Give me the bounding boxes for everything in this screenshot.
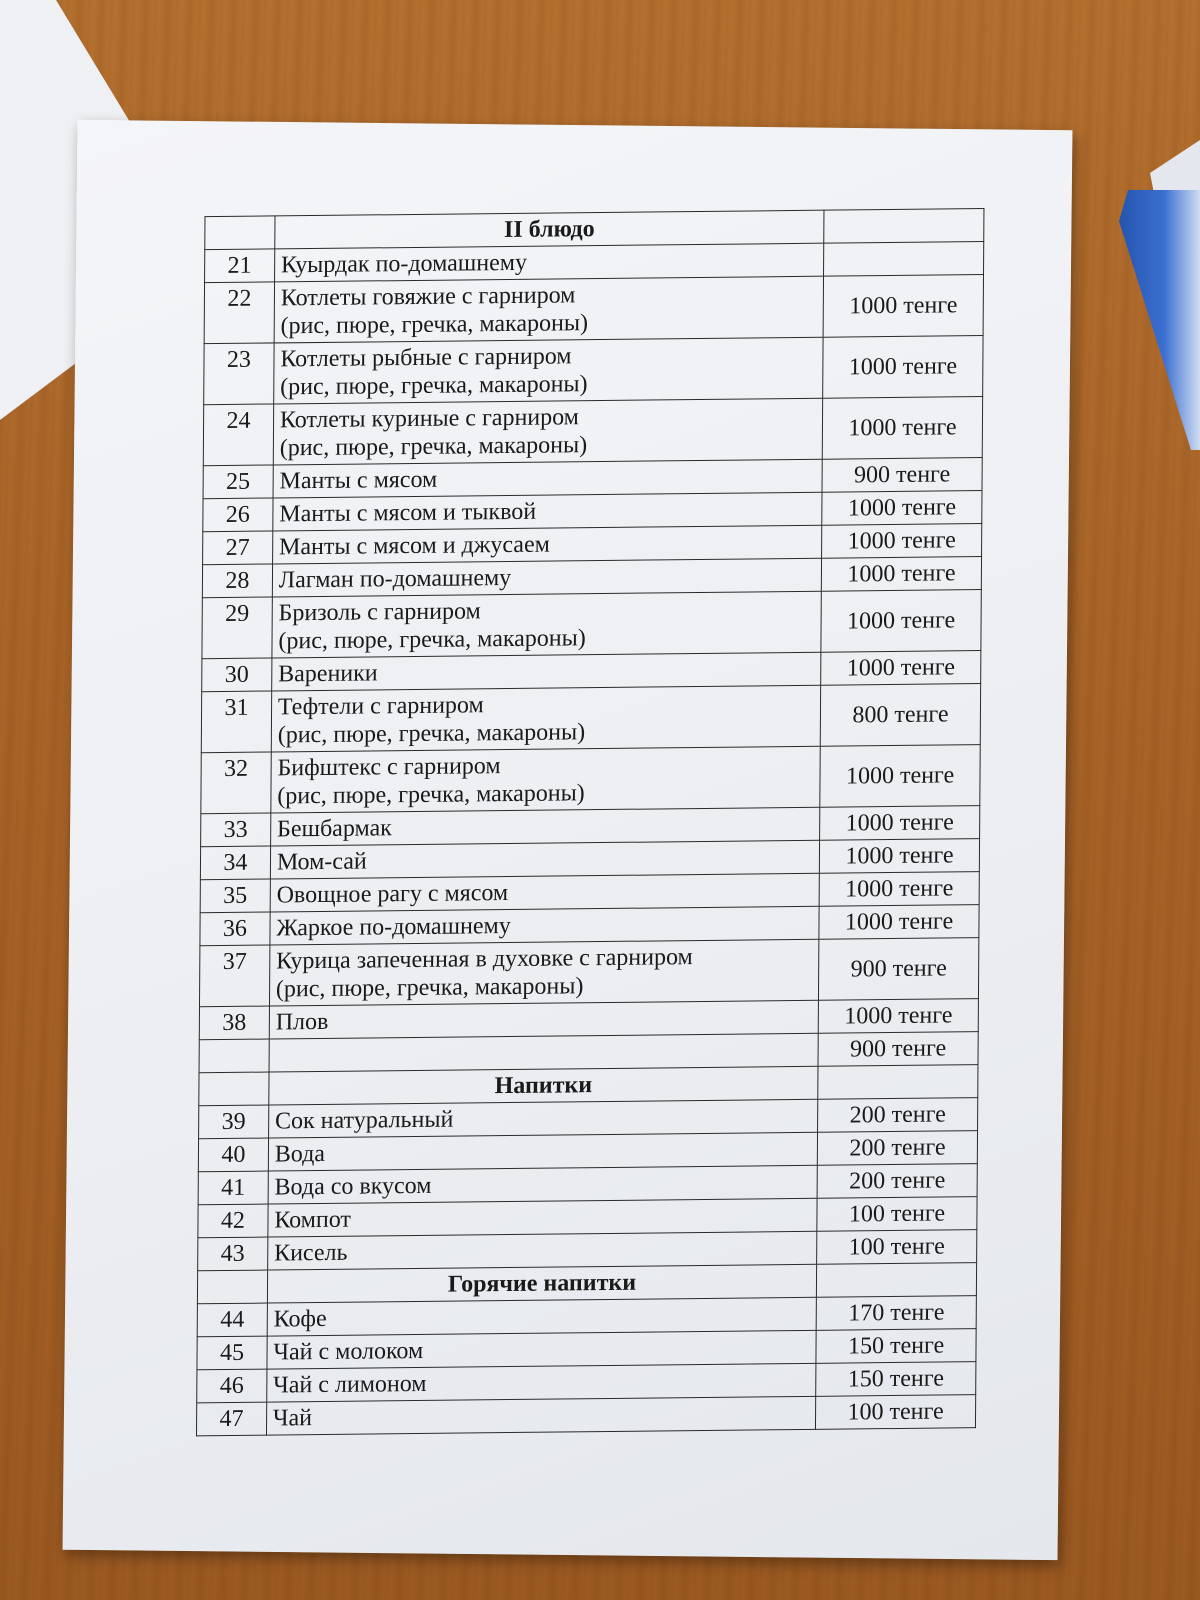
table-row	[204, 336, 983, 405]
menu-table	[196, 208, 984, 1436]
item-price: 1000 тенге	[822, 524, 982, 559]
item-name	[266, 1396, 815, 1435]
item-name-text: Котлеты рыбные с гарниром	[280, 343, 572, 373]
item-name-text: Жаркое по-домашнему	[276, 912, 511, 942]
item-name-text: Кофе	[273, 1305, 327, 1333]
menu-sheet	[63, 120, 1073, 1560]
item-price: 1000 тенге	[823, 275, 983, 338]
item-price: 170 тенге	[816, 1296, 976, 1331]
item-price: 1000 тенге	[821, 590, 981, 653]
item-name-text: Куырдак по-домашнему	[280, 249, 528, 279]
item-side-dishes: (рис, пюре, гречка, макароны)	[277, 719, 586, 749]
table-row	[204, 275, 983, 344]
item-number: 29	[202, 597, 272, 659]
item-number: 30	[202, 658, 272, 692]
table-row	[196, 1395, 975, 1436]
item-price: 1000 тенге	[822, 491, 982, 526]
item-number: 46	[197, 1369, 267, 1403]
section-price-cell	[818, 1065, 978, 1100]
section-title-hot_drinks: Горячие напитки	[267, 1264, 816, 1303]
item-price: 1000 тенге	[822, 397, 982, 460]
item-price: 200 тенге	[818, 1098, 978, 1133]
item-price: 900 тенге	[819, 938, 979, 1001]
section-title-main: II блюдо	[275, 210, 824, 249]
item-price: 1000 тенге	[820, 806, 980, 841]
item-name-text: Лагман по-домашнему	[278, 564, 512, 594]
item-number: 38	[199, 1006, 269, 1040]
item-number: 28	[202, 564, 272, 598]
item-name-text: Чай с молоком	[273, 1337, 424, 1366]
item-name-text: Компот	[274, 1206, 352, 1234]
item-price: 1000 тенге	[823, 336, 983, 399]
item-name-text: Вареники	[278, 660, 378, 688]
item-number: 24	[203, 404, 273, 466]
item-name-text: Вода со вкусом	[274, 1172, 432, 1201]
item-name-text: Сок натуральный	[274, 1106, 454, 1135]
item-price: 1000 тенге	[820, 745, 980, 808]
item-side-dishes: (рис, пюре, гречка, макароны)	[278, 625, 586, 655]
item-price: 200 тенге	[817, 1164, 977, 1199]
item-price: 100 тенге	[816, 1395, 976, 1430]
section-num-cell	[197, 1270, 267, 1304]
item-price: 100 тенге	[817, 1230, 977, 1265]
item-name-text: Тефтели с гарниром	[277, 692, 484, 721]
item-price: 1000 тенге	[818, 999, 978, 1034]
item-price	[824, 242, 984, 277]
item-price: 800 тенге	[820, 684, 980, 747]
item-price: 1000 тенге	[819, 872, 979, 907]
item-price: 150 тенге	[816, 1329, 976, 1364]
item-number: 39	[199, 1105, 269, 1139]
item-number: 44	[197, 1303, 267, 1337]
item-name	[274, 276, 824, 343]
item-name	[271, 746, 821, 813]
item-number: 37	[199, 945, 269, 1007]
item-name-text: Овощное рагу с мясом	[276, 880, 509, 909]
item-name-text: Плов	[275, 1008, 329, 1036]
item-number: 33	[201, 813, 271, 847]
item-name-text: Чай	[272, 1405, 313, 1432]
item-number: 23	[204, 343, 274, 405]
item-name-text: Котлеты говяжие с гарниром	[280, 282, 576, 312]
item-price: 200 тенге	[817, 1131, 977, 1166]
item-side-dishes: (рис, пюре, гречка, макароны)	[280, 310, 589, 340]
table-row	[202, 590, 981, 659]
item-price: 900 тенге	[818, 1032, 978, 1067]
item-name-text: Манты с мясом и тыквой	[279, 498, 537, 528]
item-number: 34	[200, 846, 270, 880]
item-name-text: Мом-сай	[276, 848, 367, 876]
item-name-text: Котлеты куриные с гарниром	[279, 404, 580, 434]
item-price: 1000 тенге	[819, 839, 979, 874]
section-title-drinks: Напитки	[269, 1066, 818, 1105]
item-price: 1000 тенге	[821, 557, 981, 592]
item-price: 1000 тенге	[821, 651, 981, 686]
item-number: 27	[203, 531, 273, 565]
item-name-text: Манты с мясом и джусаем	[278, 531, 550, 561]
item-name-text: Манты с мясом	[279, 466, 438, 495]
blue-folder	[1110, 190, 1200, 450]
item-name-text: Кисель	[274, 1239, 348, 1267]
item-side-dishes: (рис, пюре, гречка, макароны)	[279, 432, 588, 462]
item-price: 100 тенге	[817, 1197, 977, 1232]
item-side-dishes: (рис, пюре, гречка, макароны)	[277, 780, 585, 810]
item-name-text: Курица запеченная в духовке с гарниром	[276, 944, 693, 975]
item-name	[272, 591, 822, 658]
item-name	[273, 398, 823, 465]
item-name-text: Бешбармак	[277, 815, 392, 843]
item-name	[274, 337, 824, 404]
item-number: 22	[204, 282, 274, 344]
item-number: 36	[200, 912, 270, 946]
item-number: 41	[198, 1171, 268, 1205]
item-number: 21	[205, 249, 275, 283]
item-number: 43	[198, 1237, 268, 1271]
item-name-text: Бризоль с гарниром	[278, 598, 481, 627]
table-row	[201, 745, 980, 814]
item-price: 1000 тенге	[819, 905, 979, 940]
item-side-dishes: (рис, пюре, гречка, макароны)	[275, 973, 584, 1003]
item-number: 45	[197, 1336, 267, 1370]
section-num-cell	[199, 1072, 269, 1106]
section-price-cell	[817, 1263, 977, 1298]
item-number: 42	[198, 1204, 268, 1238]
item-number: 40	[198, 1138, 268, 1172]
item-number-empty	[199, 1039, 269, 1073]
item-number: 25	[203, 465, 273, 499]
item-number: 31	[201, 691, 271, 753]
item-side-dishes: (рис, пюре, гречка, макароны)	[280, 371, 588, 401]
table-row	[199, 938, 978, 1007]
item-name-text: Бифштекс с гарниром	[277, 753, 501, 782]
table-row	[201, 684, 980, 753]
item-price: 900 тенге	[822, 458, 982, 493]
item-name-text: Вода	[274, 1140, 326, 1168]
item-number: 35	[200, 879, 270, 913]
item-name-text: Чай с лимоном	[273, 1370, 427, 1399]
item-number: 47	[196, 1402, 266, 1436]
item-price: 150 тенге	[816, 1362, 976, 1397]
table-row	[203, 397, 982, 466]
item-name	[269, 939, 819, 1006]
item-name	[271, 685, 821, 752]
item-number: 26	[203, 498, 273, 532]
item-number: 32	[201, 752, 271, 814]
